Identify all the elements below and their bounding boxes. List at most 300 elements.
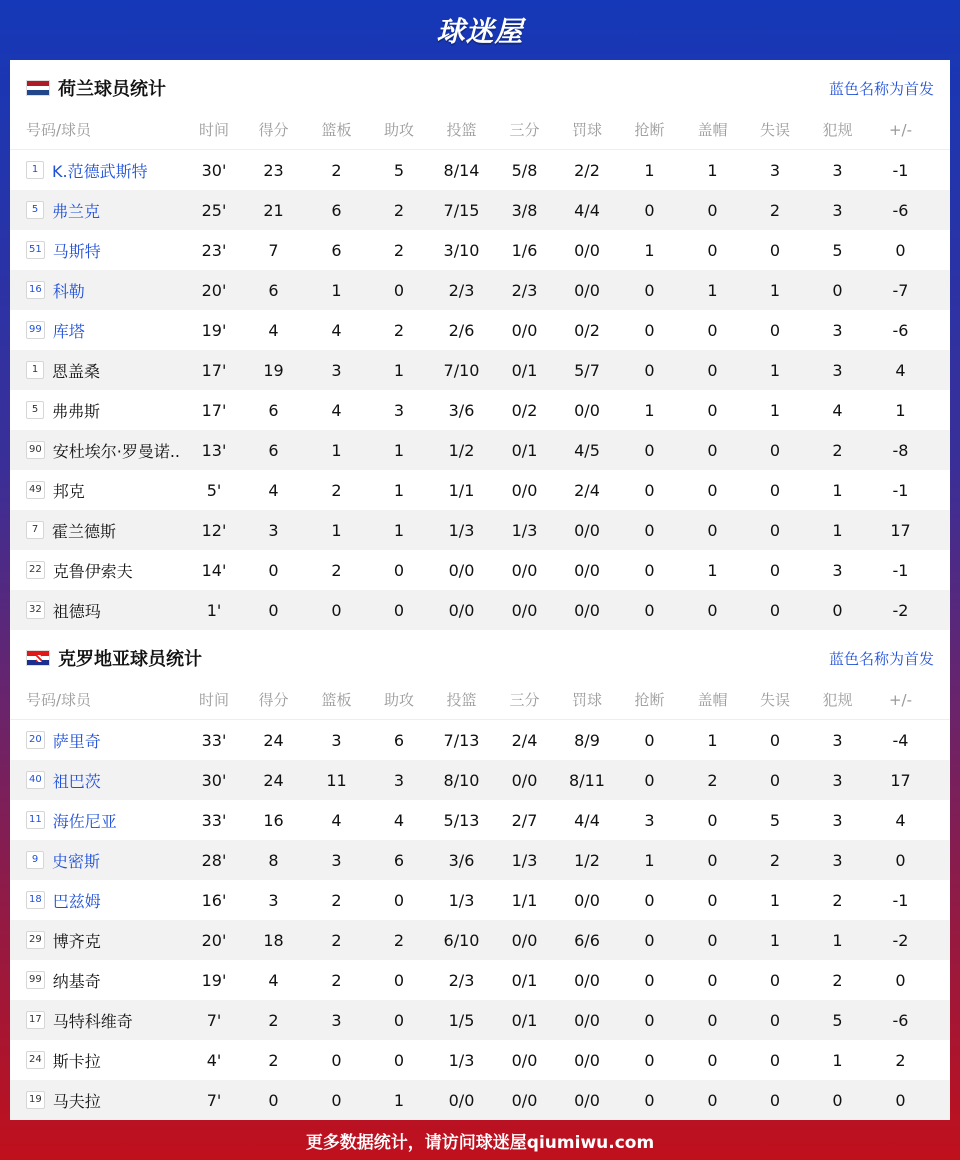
stat-time: 16' (201, 890, 227, 910)
stat-free-throws: 0/0 (574, 890, 600, 910)
stat-steals: 0 (644, 520, 655, 540)
table-row[interactable] (10, 510, 950, 550)
stat-blocks: 2 (707, 770, 718, 790)
player-name-link[interactable]: 安杜埃尔·罗曼诺.. (52, 441, 180, 461)
stat-turnovers: 1 (769, 280, 781, 300)
stat-assists: 3 (393, 770, 405, 790)
stat-free-throws: 0/0 (574, 1090, 600, 1110)
stat-assists: 0 (393, 560, 405, 580)
stat-three-pointers: 0/0 (511, 560, 538, 580)
stat-free-throws: 0/0 (574, 970, 600, 990)
player-name-link[interactable]: 克鲁伊索夫 (52, 561, 133, 581)
stat-assists: 1 (393, 1090, 405, 1110)
jersey-number-badge: 99 (26, 321, 45, 339)
jersey-number-badge: 29 (26, 931, 45, 949)
stat-turnovers: 0 (769, 320, 781, 340)
stat-steals: 0 (644, 890, 655, 910)
stat-blocks: 1 (707, 160, 718, 180)
stat-turnovers: 1 (769, 930, 781, 950)
stat-blocks: 0 (707, 520, 718, 540)
stat-fouls: 0 (832, 280, 843, 300)
stat-steals: 0 (644, 930, 655, 950)
column-header-player: 号码/球员 (26, 691, 92, 709)
table-row[interactable] (10, 920, 950, 960)
stat-blocks: 0 (707, 600, 718, 620)
stat-assists: 6 (393, 730, 405, 750)
stat-three-pointers: 1/6 (511, 240, 538, 260)
stat-rebounds: 2 (331, 970, 342, 990)
stat-rebounds: 4 (331, 320, 342, 340)
jersey-number-badge: 51 (26, 241, 45, 259)
stat-plus-minus: 0 (895, 970, 906, 990)
table-row[interactable] (10, 430, 950, 470)
stat-time: 5' (206, 480, 222, 500)
stat-assists: 3 (393, 400, 405, 420)
player-name-link[interactable]: 萨里奇 (52, 731, 101, 751)
stat-blocks: 1 (707, 730, 718, 750)
column-header-field-goals: 投篮 (446, 121, 477, 139)
stat-time: 28' (201, 850, 227, 870)
stat-rebounds: 3 (331, 850, 342, 870)
stat-points: 6 (268, 440, 279, 460)
player-cell (10, 769, 186, 792)
stat-plus-minus: 17 (890, 520, 911, 540)
stat-three-pointers: 0/0 (511, 1050, 538, 1070)
stat-fouls: 1 (832, 480, 843, 500)
netherlands-flag-icon (26, 80, 50, 96)
stat-free-throws: 8/11 (569, 770, 605, 790)
column-header-rebounds: 篮板 (321, 121, 352, 139)
stat-free-throws: 2/4 (574, 480, 600, 500)
column-header-turnovers: 失误 (759, 121, 790, 139)
stat-free-throws: 6/6 (574, 930, 600, 950)
column-header-time: 时间 (198, 121, 229, 139)
stat-steals: 0 (644, 200, 655, 220)
stat-assists: 0 (393, 890, 405, 910)
stat-time: 33' (201, 810, 227, 830)
stat-plus-minus: -6 (892, 200, 909, 220)
player-name-link[interactable]: 斯卡拉 (52, 1051, 101, 1071)
stat-rebounds: 0 (331, 1050, 342, 1070)
jersey-number-badge: 16 (26, 281, 45, 299)
stats-card (10, 60, 950, 1120)
stat-plus-minus: 1 (895, 400, 906, 420)
stat-three-pointers: 0/0 (511, 1090, 538, 1110)
stat-time: 19' (201, 320, 227, 340)
stat-rebounds: 2 (331, 930, 342, 950)
team-header-netherlands (10, 60, 950, 116)
stat-three-pointers: 0/1 (511, 970, 538, 990)
stat-rebounds: 2 (331, 480, 342, 500)
player-cell (10, 479, 186, 502)
stat-time: 17' (201, 400, 227, 420)
stat-plus-minus: 0 (895, 1090, 906, 1110)
stat-blocks: 0 (707, 360, 718, 380)
stat-points: 8 (268, 850, 279, 870)
player-name-link[interactable]: 祖巴茨 (52, 771, 101, 791)
stat-turnovers: 0 (769, 240, 781, 260)
stat-fouls: 3 (832, 850, 843, 870)
stat-assists: 2 (393, 930, 405, 950)
player-name-link[interactable]: 科勒 (52, 281, 85, 301)
player-name-link[interactable]: 弗弗斯 (52, 401, 101, 421)
stat-blocks: 0 (707, 1010, 718, 1030)
stat-plus-minus: 2 (895, 1050, 906, 1070)
stat-turnovers: 2 (769, 850, 781, 870)
starter-legend: 蓝色名称为首发 (828, 79, 934, 98)
player-name-link[interactable]: 邦克 (52, 481, 85, 501)
stat-field-goals: 3/6 (448, 400, 475, 420)
table-row[interactable] (10, 350, 950, 390)
team-header-croatia (10, 630, 950, 686)
column-header-rebounds: 篮板 (321, 691, 352, 709)
stat-blocks: 0 (707, 240, 718, 260)
stat-free-throws: 0/0 (574, 240, 600, 260)
jersey-number-badge: 18 (26, 891, 45, 909)
table-row[interactable] (10, 230, 950, 270)
stat-time: 4' (206, 1050, 222, 1070)
stat-fouls: 3 (832, 810, 843, 830)
stat-plus-minus: -2 (892, 600, 909, 620)
table-row[interactable] (10, 270, 950, 310)
stat-fouls: 3 (832, 160, 843, 180)
stat-fouls: 3 (832, 320, 843, 340)
stat-points: 2 (268, 1010, 279, 1030)
stat-steals: 0 (644, 770, 655, 790)
stat-plus-minus: -1 (892, 560, 909, 580)
player-name-link[interactable]: K.范德武斯特 (52, 161, 148, 181)
jersey-number-badge: 20 (26, 731, 45, 749)
stat-field-goals: 1/3 (448, 520, 475, 540)
stat-assists: 6 (393, 850, 405, 870)
stat-plus-minus: -8 (892, 440, 909, 460)
stat-three-pointers: 0/0 (511, 320, 538, 340)
stat-points: 3 (268, 520, 279, 540)
stat-plus-minus: 4 (895, 360, 906, 380)
column-header-three-pointers: 三分 (509, 121, 540, 139)
stat-points: 19 (263, 360, 284, 380)
jersey-number-badge: 99 (26, 971, 45, 989)
stat-rebounds: 2 (331, 160, 342, 180)
stat-field-goals: 8/14 (443, 160, 480, 180)
player-cell (10, 969, 186, 992)
stat-three-pointers: 0/2 (511, 400, 538, 420)
column-header-player: 号码/球员 (26, 121, 92, 139)
stat-points: 24 (263, 730, 284, 750)
stat-fouls: 3 (832, 360, 843, 380)
stat-blocks: 1 (707, 560, 718, 580)
stat-steals: 0 (644, 970, 655, 990)
stat-free-throws: 4/4 (574, 200, 600, 220)
table-row[interactable] (10, 390, 950, 430)
stat-field-goals: 6/10 (443, 930, 480, 950)
stat-three-pointers: 3/8 (511, 200, 538, 220)
stat-blocks: 1 (707, 280, 718, 300)
stat-fouls: 1 (832, 930, 843, 950)
table-row[interactable] (10, 310, 950, 350)
stat-free-throws: 0/0 (574, 560, 600, 580)
stat-three-pointers: 0/0 (511, 770, 538, 790)
stat-time: 20' (201, 280, 227, 300)
table-row[interactable] (10, 1000, 950, 1040)
stat-turnovers: 0 (769, 1050, 781, 1070)
stat-rebounds: 3 (331, 360, 342, 380)
stat-free-throws: 0/0 (574, 400, 600, 420)
player-cell (10, 519, 186, 542)
table-header-row (10, 110, 950, 150)
stat-field-goals: 5/13 (443, 810, 480, 830)
stat-free-throws: 0/0 (574, 520, 600, 540)
stat-plus-minus: -7 (892, 280, 909, 300)
stat-steals: 0 (644, 320, 655, 340)
jersey-number-badge: 22 (26, 561, 45, 579)
stat-steals: 0 (644, 440, 655, 460)
stat-turnovers: 0 (769, 440, 781, 460)
stat-free-throws: 0/0 (574, 280, 600, 300)
player-cell (10, 1089, 186, 1112)
column-header-points: 得分 (258, 691, 289, 709)
player-cell (10, 599, 186, 622)
table-row[interactable] (10, 590, 950, 630)
stat-points: 7 (268, 240, 279, 260)
jersey-number-badge: 49 (26, 481, 45, 499)
player-cell (10, 559, 186, 582)
stat-rebounds: 4 (331, 810, 342, 830)
stat-turnovers: 1 (769, 360, 781, 380)
player-name-link[interactable]: 史密斯 (52, 851, 101, 871)
stat-free-throws: 0/0 (574, 1010, 600, 1030)
stat-rebounds: 2 (331, 890, 342, 910)
player-name-link[interactable]: 马斯特 (52, 241, 101, 261)
stat-three-pointers: 0/0 (511, 480, 538, 500)
player-cell (10, 729, 186, 752)
stat-assists: 2 (393, 200, 405, 220)
croatia-flag-icon (26, 650, 50, 666)
stat-turnovers: 0 (769, 560, 781, 580)
player-cell (10, 889, 186, 912)
stat-field-goals: 1/3 (448, 890, 475, 910)
stat-turnovers: 3 (769, 160, 781, 180)
stat-field-goals: 1/1 (448, 480, 475, 500)
player-cell (10, 1009, 186, 1032)
table-row[interactable] (10, 720, 950, 760)
stat-assists: 0 (393, 280, 405, 300)
stat-points: 24 (263, 770, 284, 790)
stat-fouls: 2 (832, 970, 843, 990)
stat-turnovers: 0 (769, 480, 781, 500)
table-row[interactable] (10, 470, 950, 510)
stat-points: 0 (268, 560, 279, 580)
player-cell (10, 239, 186, 262)
stat-blocks: 0 (707, 970, 718, 990)
stat-assists: 0 (393, 1010, 405, 1030)
stat-field-goals: 7/15 (443, 200, 480, 220)
stat-three-pointers: 0/1 (511, 1010, 538, 1030)
stat-blocks: 0 (707, 1050, 718, 1070)
player-cell (10, 809, 186, 832)
table-row[interactable] (10, 150, 950, 190)
stat-rebounds: 1 (331, 280, 342, 300)
table-header-row (10, 680, 950, 720)
stat-blocks: 0 (707, 320, 718, 340)
table-row[interactable] (10, 190, 950, 230)
column-header-fouls: 犯规 (822, 121, 853, 139)
stat-plus-minus: -1 (892, 160, 909, 180)
stat-turnovers: 1 (769, 890, 781, 910)
player-stats-table-netherlands (10, 110, 950, 630)
stat-time: 30' (201, 770, 227, 790)
stat-steals: 0 (644, 1090, 655, 1110)
stat-three-pointers: 1/3 (511, 520, 538, 540)
stat-rebounds: 4 (331, 400, 342, 420)
stat-three-pointers: 0/0 (511, 600, 538, 620)
stat-points: 16 (263, 810, 284, 830)
stat-field-goals: 7/13 (443, 730, 480, 750)
footer-link[interactable]: 更多数据统计，请访问球迷屋qiumiwu.com (305, 1132, 655, 1153)
stat-fouls: 0 (832, 1090, 843, 1110)
jersey-number-badge: 1 (26, 161, 44, 179)
stat-blocks: 0 (707, 810, 718, 830)
stat-time: 14' (201, 560, 227, 580)
column-header-fouls: 犯规 (822, 691, 853, 709)
stat-assists: 1 (393, 440, 405, 460)
player-name-link[interactable]: 恩盖桑 (52, 361, 101, 381)
column-header-steals: 抢断 (634, 121, 665, 139)
jersey-number-badge: 7 (26, 521, 44, 539)
stat-rebounds: 2 (331, 560, 342, 580)
stat-time: 25' (201, 200, 227, 220)
player-name-link[interactable]: 霍兰德斯 (52, 521, 117, 541)
stat-three-pointers: 0/0 (511, 930, 538, 950)
stat-rebounds: 0 (331, 600, 342, 620)
stat-field-goals: 1/5 (448, 1010, 475, 1030)
stat-three-pointers: 2/7 (511, 810, 538, 830)
table-row[interactable] (10, 1080, 950, 1120)
stat-plus-minus: -6 (892, 1010, 909, 1030)
stat-turnovers: 0 (769, 970, 781, 990)
column-header-plus-minus: +/- (888, 120, 913, 139)
stat-fouls: 5 (832, 1010, 843, 1030)
jersey-number-badge: 17 (26, 1011, 45, 1029)
stat-points: 4 (268, 480, 279, 500)
stat-rebounds: 6 (331, 240, 342, 260)
player-name-link[interactable]: 纳基奇 (52, 971, 101, 991)
stat-field-goals: 0/0 (448, 1090, 475, 1110)
jersey-number-badge: 90 (26, 441, 45, 459)
stat-fouls: 3 (832, 560, 843, 580)
table-row[interactable] (10, 550, 950, 590)
stat-plus-minus: 17 (890, 770, 911, 790)
table-row[interactable] (10, 1040, 950, 1080)
stat-rebounds: 3 (331, 1010, 342, 1030)
table-row[interactable] (10, 760, 950, 800)
stat-time: 13' (201, 440, 227, 460)
stat-fouls: 3 (832, 730, 843, 750)
stat-time: 20' (201, 930, 227, 950)
jersey-number-badge: 1 (26, 361, 44, 379)
column-header-free-throws: 罚球 (571, 121, 602, 139)
table-row[interactable] (10, 880, 950, 920)
stat-turnovers: 2 (769, 200, 781, 220)
stat-free-throws: 0/0 (574, 1050, 600, 1070)
stat-three-pointers: 1/1 (511, 890, 538, 910)
stat-fouls: 3 (832, 200, 843, 220)
player-name-link[interactable]: 马特科维奇 (52, 1011, 133, 1031)
player-cell (10, 359, 186, 382)
player-name-link[interactable]: 海佐尼亚 (52, 811, 117, 831)
stat-blocks: 0 (707, 930, 718, 950)
stat-rebounds: 3 (331, 730, 342, 750)
stat-fouls: 4 (832, 400, 843, 420)
stat-steals: 1 (644, 240, 655, 260)
player-name-link[interactable]: 巴兹姆 (52, 891, 101, 911)
stat-steals: 0 (644, 1050, 655, 1070)
stat-blocks: 0 (707, 440, 718, 460)
column-header-three-pointers: 三分 (509, 691, 540, 709)
stat-free-throws: 4/4 (574, 810, 600, 830)
player-name-link[interactable]: 库塔 (52, 321, 85, 341)
stat-points: 4 (268, 970, 279, 990)
stat-points: 0 (268, 1090, 279, 1110)
column-header-free-throws: 罚球 (571, 691, 602, 709)
stat-plus-minus: -1 (892, 480, 909, 500)
player-name-link[interactable]: 马夫拉 (52, 1091, 101, 1111)
site-logo[interactable]: 球迷屋 (436, 15, 524, 48)
stat-turnovers: 0 (769, 1010, 781, 1030)
stat-field-goals: 1/2 (448, 440, 475, 460)
stat-steals: 0 (644, 1010, 655, 1030)
stat-blocks: 0 (707, 480, 718, 500)
player-name-link[interactable]: 弗兰克 (52, 201, 101, 221)
stat-assists: 2 (393, 240, 405, 260)
stat-steals: 1 (644, 850, 655, 870)
stat-field-goals: 2/3 (448, 280, 475, 300)
stat-three-pointers: 2/3 (511, 280, 538, 300)
stat-blocks: 0 (707, 400, 718, 420)
stat-fouls: 5 (832, 240, 843, 260)
player-stats-table-croatia (10, 680, 950, 1120)
stat-steals: 0 (644, 560, 655, 580)
stat-assists: 0 (393, 600, 405, 620)
stat-points: 6 (268, 400, 279, 420)
stat-plus-minus: -4 (892, 730, 909, 750)
player-name-link[interactable]: 祖德玛 (52, 601, 101, 621)
header-bar (0, 0, 960, 60)
player-cell (10, 1049, 186, 1072)
stat-turnovers: 0 (769, 770, 781, 790)
stat-steals: 0 (644, 600, 655, 620)
table-row[interactable] (10, 800, 950, 840)
stat-field-goals: 0/0 (448, 600, 475, 620)
stat-rebounds: 0 (331, 1090, 342, 1110)
jersey-number-badge: 9 (26, 851, 44, 869)
table-row[interactable] (10, 960, 950, 1000)
stat-rebounds: 6 (331, 200, 342, 220)
stat-turnovers: 0 (769, 600, 781, 620)
stat-free-throws: 4/5 (574, 440, 600, 460)
table-row[interactable] (10, 840, 950, 880)
stat-free-throws: 1/2 (574, 850, 600, 870)
stat-plus-minus: -2 (892, 930, 909, 950)
stat-assists: 1 (393, 520, 405, 540)
stat-assists: 1 (393, 480, 405, 500)
stat-fouls: 1 (832, 520, 843, 540)
stat-plus-minus: 4 (895, 810, 906, 830)
stat-steals: 0 (644, 730, 655, 750)
player-name-link[interactable]: 博齐克 (52, 931, 101, 951)
player-cell (10, 849, 186, 872)
stat-fouls: 0 (832, 600, 843, 620)
